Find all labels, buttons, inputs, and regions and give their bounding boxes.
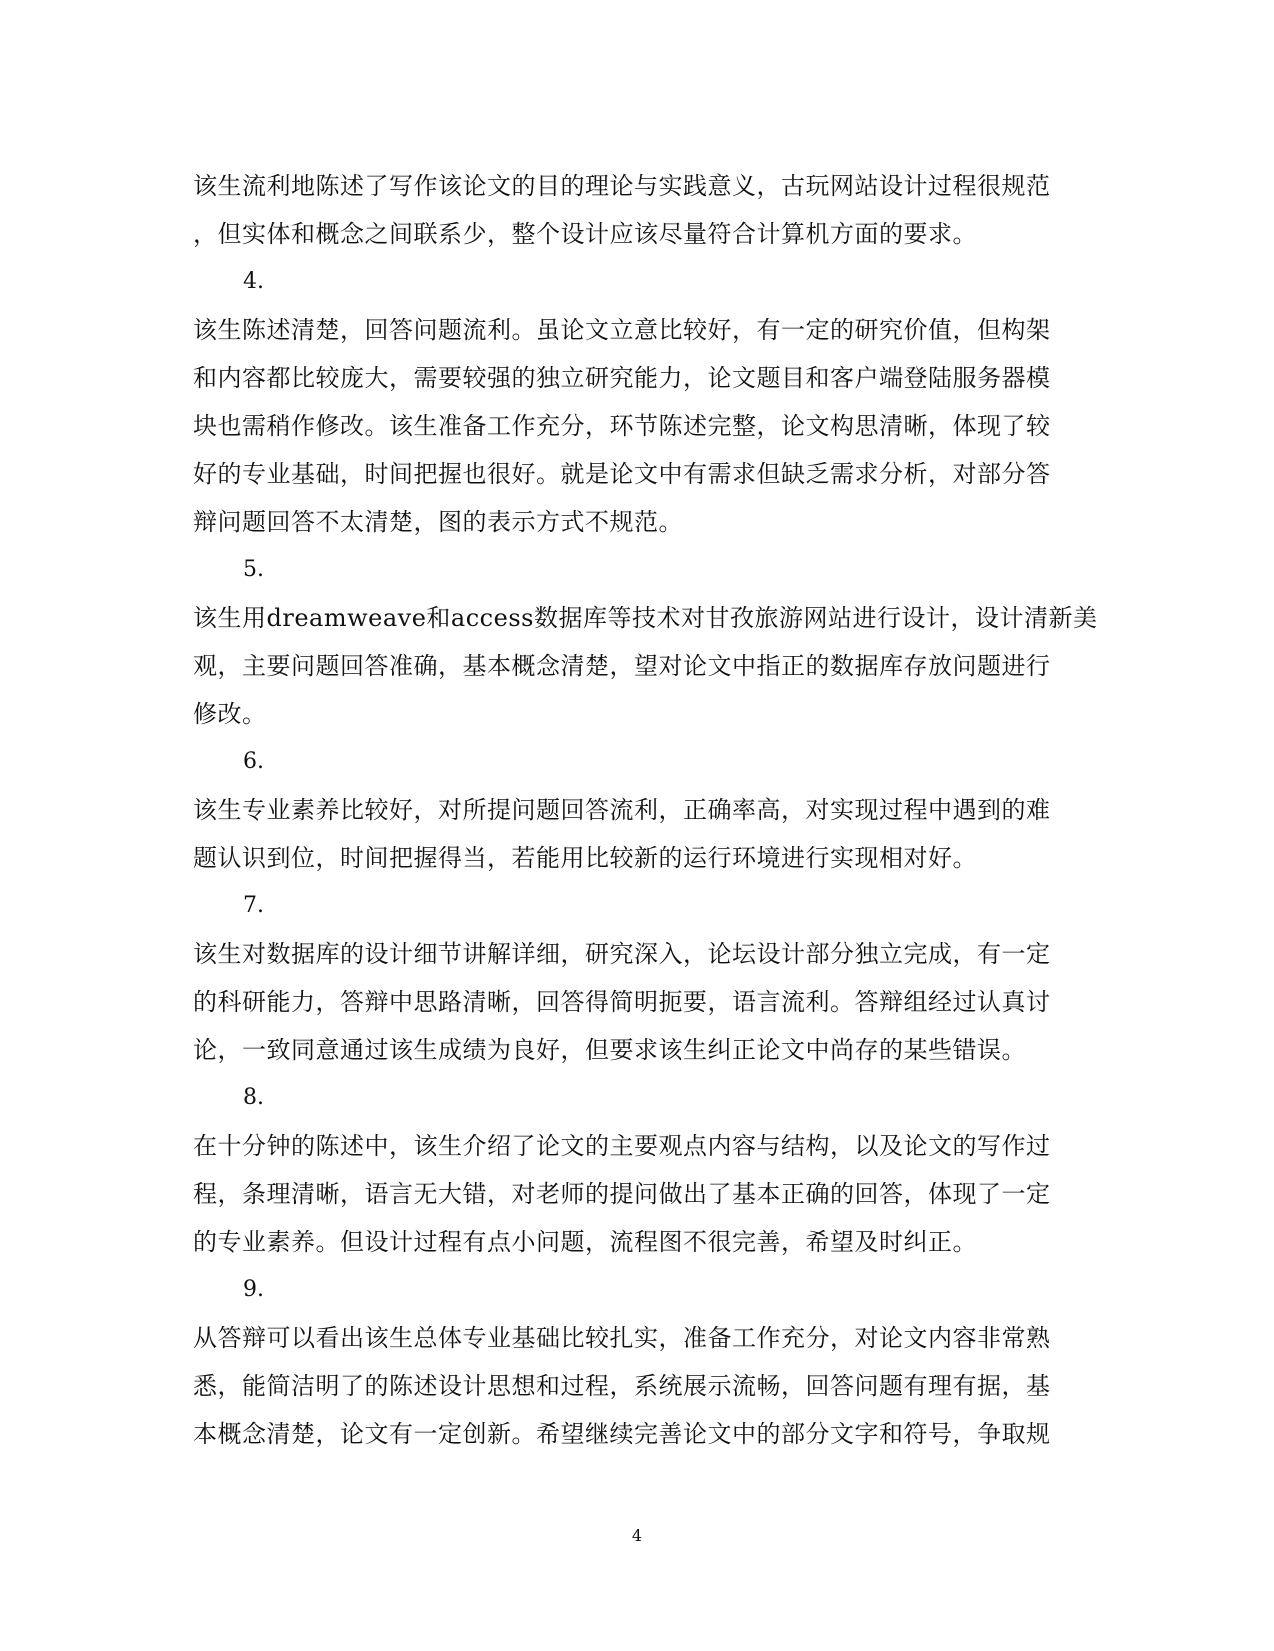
- text-line: 该生用dreamweave和access数据库等技术对甘孜旅游网站进行设计，设计清新美: [193, 604, 1098, 632]
- text-line: 观，主要问题回答准确，基本概念清楚，望对论文中指正的数据库存放问题进行: [193, 652, 1051, 680]
- text-line: ，但实体和概念之间联系少，整个设计应该尽量符合计算机方面的要求。: [193, 220, 977, 248]
- item-number: 5.: [243, 557, 264, 582]
- text-line: 块也需稍作修改。该生准备工作充分，环节陈述完整，论文构思清晰，体现了较: [193, 412, 1051, 440]
- text-line: 好的专业基础，时间把握也很好。就是论文中有需求但缺乏需求分析，对部分答: [193, 460, 1051, 488]
- text-line: 该生流利地陈述了写作该论文的目的理论与实践意义，古玩网站设计过程很规范: [193, 172, 1051, 200]
- text-line: 程，条理清晰，语言无大错，对老师的提问做出了基本正确的回答，体现了一定: [193, 1180, 1051, 1208]
- item-number: 8.: [243, 1085, 264, 1110]
- document-body: [193, 162, 1098, 1458]
- text-line: 从答辩可以看出该生总体专业基础比较扎实，准备工作充分，对论文内容非常熟: [193, 1324, 1051, 1352]
- text-line: 论，一致同意通过该生成绩为良好，但要求该生纠正论文中尚存的某些错误。: [193, 1036, 1026, 1064]
- text-line: 该生专业素养比较好，对所提问题回答流利，正确率高，对实现过程中遇到的难: [193, 796, 1051, 824]
- item-number: 4.: [243, 269, 264, 294]
- item-number: 9.: [243, 1277, 264, 1302]
- item-number: 7.: [243, 893, 264, 918]
- text-line: 和内容都比较庞大，需要较强的独立研究能力，论文题目和客户端登陆服务器模: [193, 364, 1051, 392]
- text-line: 的专业素养。但设计过程有点小问题，流程图不很完善，希望及时纠正。: [193, 1228, 977, 1256]
- text-line: 本概念清楚，论文有一定创新。希望继续完善论文中的部分文字和符号，争取规: [193, 1420, 1051, 1448]
- text-line: 题认识到位，时间把握得当，若能用比较新的运行环境进行实现相对好。: [193, 844, 977, 872]
- text-line: 的科研能力，答辩中思路清晰，回答得简明扼要，语言流利。答辩组经过认真讨: [193, 988, 1051, 1016]
- text-line: 辩问题回答不太清楚，图的表示方式不规范。: [193, 508, 683, 536]
- text-line: 该生对数据库的设计细节讲解详细，研究深入，论坛设计部分独立完成，有一定: [193, 940, 1051, 968]
- text-line: 在十分钟的陈述中，该生介绍了论文的主要观点内容与结构，以及论文的写作过: [193, 1132, 1051, 1160]
- page-number: 4: [631, 1526, 643, 1545]
- item-number: 6.: [243, 749, 264, 774]
- text-line: 悉，能简洁明了的陈述设计思想和过程，系统展示流畅，回答问题有理有据，基: [193, 1372, 1051, 1400]
- text-line: 该生陈述清楚，回答问题流利。虽论文立意比较好，有一定的研究价值，但构架: [193, 316, 1051, 344]
- text-line: 修改。: [193, 700, 267, 728]
